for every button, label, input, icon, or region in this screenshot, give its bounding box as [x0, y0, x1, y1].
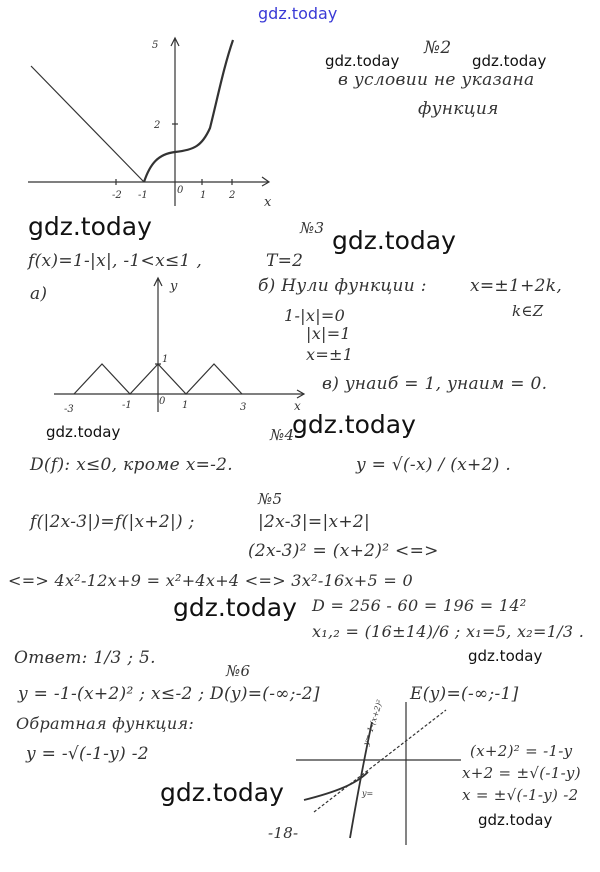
task6-right: (x+2)² = -1-y — [470, 742, 573, 760]
y-tick-label: 5 — [152, 40, 159, 51]
y-tick-label: 1 — [162, 354, 169, 365]
task2-number: №2 — [424, 38, 452, 58]
graph-label: y=-1-(x+2)² — [361, 698, 385, 747]
task3-step: |x|=1 — [306, 324, 351, 343]
task4-number: №4 — [270, 426, 295, 444]
task5-line: (2x-3)² = (x+2)² <=> — [248, 541, 439, 561]
task6-inverse-formula: y = -√(-1-y) -2 — [26, 744, 149, 764]
left-line — [31, 66, 144, 182]
task3-period: T=2 — [266, 251, 304, 271]
watermark: gdz.today — [28, 212, 152, 241]
task6-line: y = -1-(x+2)² ; x≤-2 ; D(y)=(-∞;-2] — [18, 684, 320, 704]
task3-function: f(x)=1-|x|, -1<x≤1 , — [28, 251, 203, 271]
x-tick-label: 1 — [200, 190, 207, 201]
task5-answer: Ответ: 1/3 ; 5. — [14, 648, 156, 668]
y-tick-label: 2 — [154, 120, 161, 131]
task6-number: №6 — [226, 662, 251, 680]
x-tick-label: 2 — [229, 190, 236, 201]
task4-domain: D(f): x≤0, кроме x=-2. — [30, 455, 233, 475]
watermark: gdz.today — [325, 52, 400, 70]
watermark: gdz.today — [46, 423, 121, 441]
graph-label: y= — [362, 789, 374, 798]
x-tick-label: -2 — [112, 190, 122, 201]
watermark: gdz.today — [173, 593, 297, 622]
task5-line: D = 256 - 60 = 196 = 14² — [312, 596, 527, 615]
watermark: gdz.today — [160, 778, 284, 807]
x-axis-label: x — [294, 399, 301, 413]
task3-k-set: k∈Z — [512, 302, 544, 320]
task5-line: x₁,₂ = (16±14)/6 ; x₁=5, x₂=1/3 . — [312, 622, 585, 641]
symmetry-line — [314, 710, 446, 812]
task5-number: №5 — [258, 490, 283, 508]
watermark: gdz.today — [478, 811, 553, 829]
task2-note: функция — [418, 99, 499, 119]
task4-formula: y = √(-x) / (x+2) . — [356, 455, 512, 475]
x-axis-label: x — [264, 195, 272, 210]
watermark: gdz.today — [472, 52, 547, 70]
right-curve — [144, 40, 233, 182]
task6-range: E(y)=(-∞;-1] — [410, 684, 519, 704]
task3-part-b: б) Нули функции : — [258, 276, 427, 296]
page-number: -18- — [268, 824, 299, 842]
y-axis-label: y — [170, 279, 178, 294]
watermark-top: gdz.today — [258, 4, 338, 23]
x-tick-label: -1 — [138, 190, 148, 201]
x-tick-label: 3 — [240, 402, 247, 413]
task3-part-a: а) — [30, 284, 48, 304]
task5-line: |2x-3|=|x+2| — [258, 512, 371, 532]
task6-right: x = ±√(-1-y) -2 — [462, 786, 579, 804]
task2-graph — [28, 36, 278, 211]
watermark: gdz.today — [332, 226, 456, 255]
watermark: gdz.today — [468, 647, 543, 665]
task3-step: x=±1 — [306, 345, 354, 364]
task5-line: <=> 4x²-12x+9 = x²+4x+4 <=> 3x²-16x+5 = 0 — [8, 571, 413, 590]
task3-number: №3 — [300, 219, 325, 237]
x-tick-label: -1 — [122, 400, 132, 411]
task6-inverse-label: Обратная функция: — [16, 714, 195, 733]
x-tick-label: 1 — [182, 400, 189, 411]
task3-part-v: в) yнаиб = 1, yнаим = 0. — [322, 374, 548, 394]
task5-line: f(|2x-3|)=f(|x+2|) ; — [30, 512, 195, 532]
task3-step: 1-|x|=0 — [284, 306, 346, 325]
origin-label: 0 — [177, 185, 184, 196]
task6-graph — [296, 700, 466, 850]
task2-note: в условии не указана — [338, 70, 535, 90]
watermark: gdz.today — [292, 410, 416, 439]
task6-right: x+2 = ±√(-1-y) — [462, 764, 581, 782]
x-tick-label: -3 — [64, 404, 74, 415]
task3-zeros: x=±1+2k, — [470, 276, 563, 296]
origin-label: 0 — [159, 396, 166, 407]
